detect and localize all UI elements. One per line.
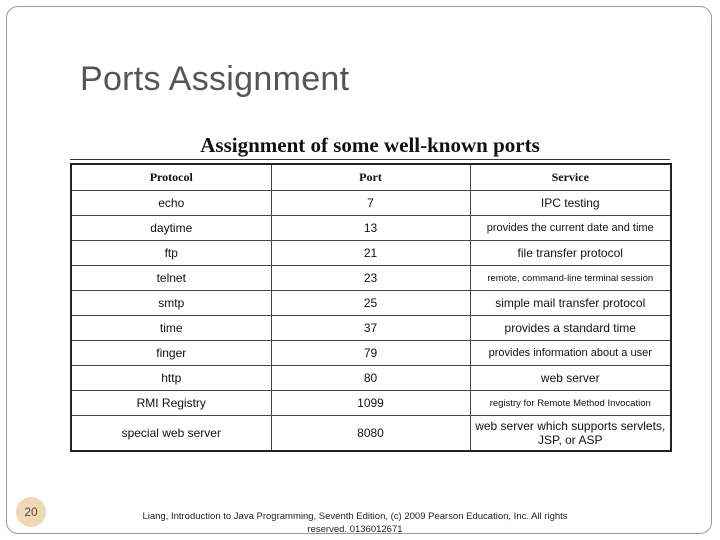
- table-row: [71, 216, 671, 241]
- cell-port: 7: [271, 191, 470, 216]
- cell-protocol: smtp: [71, 291, 271, 316]
- cell-service: registry for Remote Method Invocation: [470, 391, 671, 416]
- cell-port: 80: [271, 366, 470, 391]
- cell-port: 21: [271, 241, 470, 266]
- cell-service: web server: [470, 366, 671, 391]
- cell-protocol: special web server: [71, 416, 271, 452]
- slide-footer: Liang, Introduction to Java Programming, Seventh Edition, (c) 2009 Pearson Education, Inc. All rights reserved. 0136012671: [142, 511, 568, 535]
- cell-service: remote, command-line terminal session: [470, 266, 671, 291]
- table-row: [71, 191, 671, 216]
- table-row: [71, 291, 671, 316]
- cell-protocol: RMI Registry: [71, 391, 271, 416]
- caption-underline: [70, 159, 670, 160]
- cell-protocol: telnet: [71, 266, 271, 291]
- cell-port: 37: [271, 316, 470, 341]
- cell-protocol: daytime: [71, 216, 271, 241]
- cell-service: provides information about a user: [470, 341, 671, 366]
- slide-number-badge: 20: [16, 497, 46, 527]
- cell-port: 79: [271, 341, 470, 366]
- table-row: [71, 416, 671, 452]
- cell-protocol: finger: [71, 341, 271, 366]
- cell-port: 25: [271, 291, 470, 316]
- table-row: [71, 266, 671, 291]
- cell-service: web server which supports servlets, JSP, or ASP: [470, 416, 671, 452]
- cell-service: provides a standard time: [470, 316, 671, 341]
- header-port: Port: [271, 164, 470, 191]
- cell-protocol: ftp: [71, 241, 271, 266]
- cell-service: simple mail transfer protocol: [470, 291, 671, 316]
- cell-service: provides the current date and time: [470, 216, 671, 241]
- cell-protocol: time: [71, 316, 271, 341]
- cell-port: 1099: [271, 391, 470, 416]
- cell-port: 8080: [271, 416, 470, 452]
- cell-service: file transfer protocol: [470, 241, 671, 266]
- table-row: [71, 391, 671, 416]
- table-row: [71, 241, 671, 266]
- table-caption: Assignment of some well-known ports: [200, 133, 540, 157]
- cell-protocol: http: [71, 366, 271, 391]
- table-row: [71, 316, 671, 341]
- slide-title: Ports Assignment: [80, 60, 350, 98]
- table-header-row: [71, 164, 671, 191]
- table-row: [71, 366, 671, 391]
- ports-table: [70, 163, 672, 452]
- table-row: [71, 341, 671, 366]
- cell-protocol: echo: [71, 191, 271, 216]
- header-protocol: Protocol: [71, 164, 271, 191]
- cell-port: 13: [271, 216, 470, 241]
- cell-service: IPC testing: [470, 191, 671, 216]
- header-service: Service: [470, 164, 671, 191]
- cell-port: 23: [271, 266, 470, 291]
